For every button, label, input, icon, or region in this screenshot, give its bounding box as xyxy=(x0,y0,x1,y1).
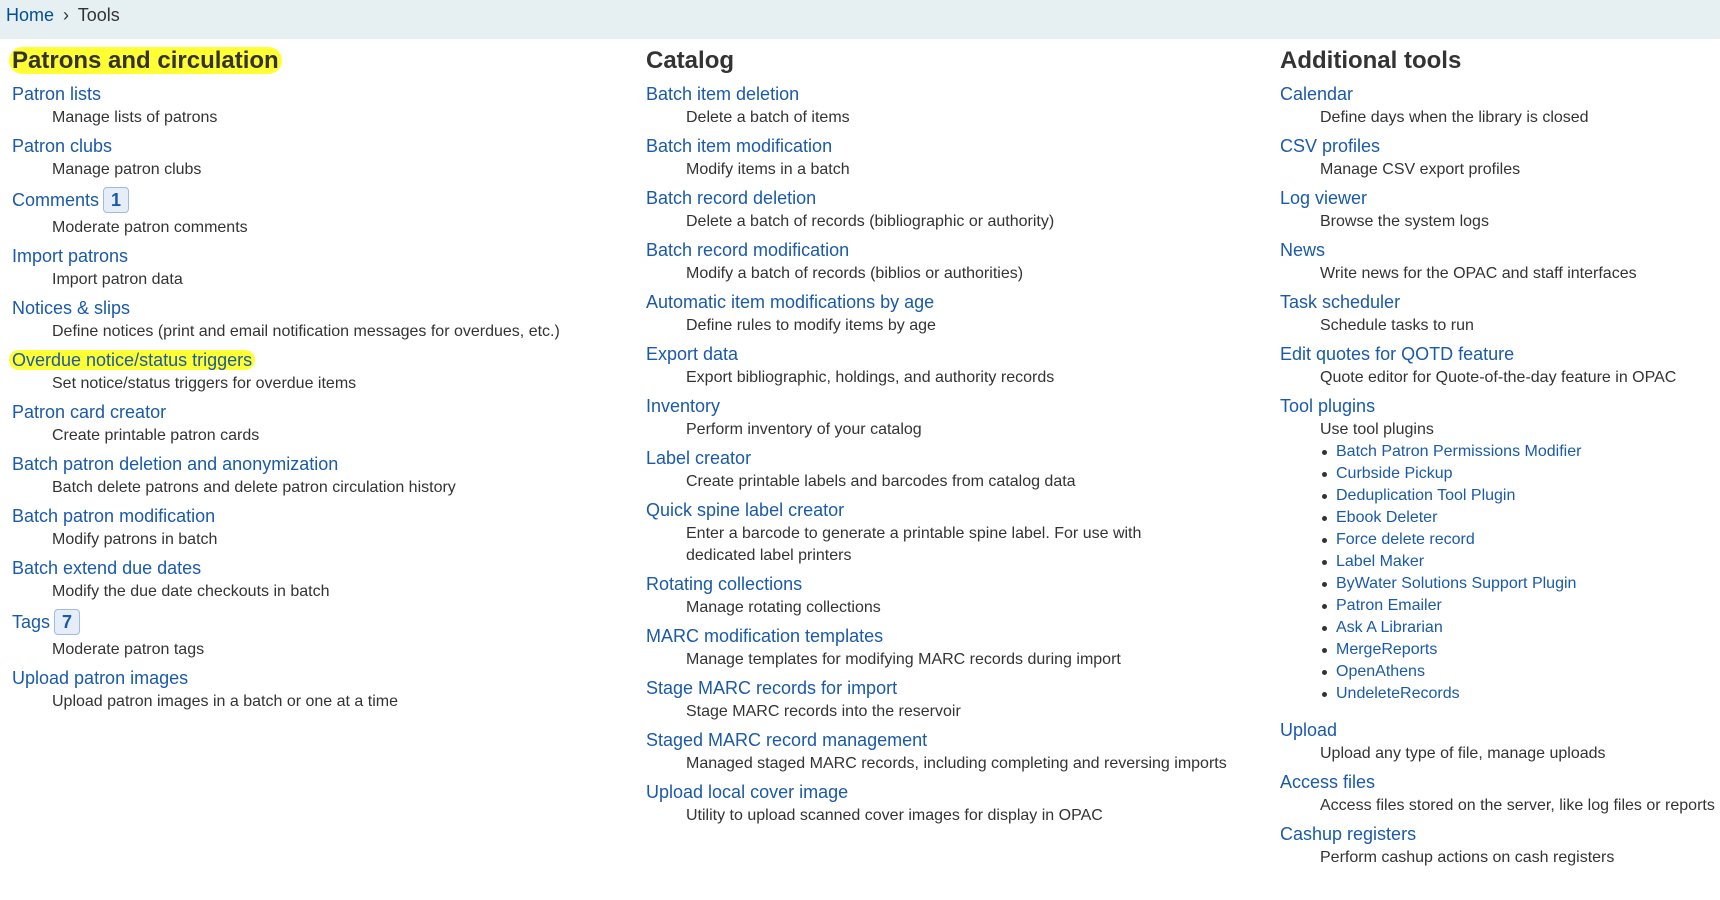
tool-link-patron-lists[interactable]: Patron lists xyxy=(12,84,102,104)
tool-link-batch-record-modification[interactable]: Batch record modification xyxy=(646,240,850,260)
breadcrumb-separator: › xyxy=(63,5,70,25)
catalog-column xyxy=(646,44,1280,873)
tool-desc: Batch delete patrons and delete patron circulation history xyxy=(52,479,456,496)
tool-link-import-patrons[interactable]: Import patrons xyxy=(12,246,129,266)
list-item xyxy=(1336,595,1720,617)
tool-desc: Utility to upload scanned cover images for display in OPAC xyxy=(686,807,1103,824)
tool-desc: Manage templates for modifying MARC records during import xyxy=(686,651,1121,668)
tool-desc: Define notices (print and email notification messages for overdues, etc.) xyxy=(52,323,560,340)
plugin-link[interactable]: Ask A Librarian xyxy=(1336,619,1443,636)
tool-desc: Moderate patron tags xyxy=(52,641,205,658)
list-item xyxy=(1336,573,1720,595)
list-item xyxy=(1336,507,1720,529)
plugin-link[interactable]: Patron Emailer xyxy=(1336,597,1442,614)
tool-link-upload[interactable]: Upload xyxy=(1280,720,1338,740)
tags-count-badge[interactable]: 7 xyxy=(54,609,80,635)
tool-desc: Manage lists of patrons xyxy=(52,109,218,126)
tool-desc: Define rules to modify items by age xyxy=(686,317,936,334)
tool-desc: Manage CSV export profiles xyxy=(1320,161,1521,178)
tool-desc: Create printable patron cards xyxy=(52,427,260,444)
breadcrumb-current: Tools xyxy=(77,5,120,25)
tool-link-batch-patron-deletion[interactable]: Batch patron deletion and anonymization xyxy=(12,454,339,474)
tool-desc: Stage MARC records into the reservoir xyxy=(686,703,961,720)
list-item xyxy=(1336,463,1720,485)
plugin-list xyxy=(1320,441,1720,705)
tool-desc: Export bibliographic, holdings, and authority records xyxy=(686,369,1055,386)
tool-link-upload-local-cover-image[interactable]: Upload local cover image xyxy=(646,782,849,802)
comments-count-badge[interactable]: 1 xyxy=(103,187,129,213)
tool-link-patron-clubs[interactable]: Patron clubs xyxy=(12,136,113,156)
list-item xyxy=(1336,441,1720,463)
tool-desc: Moderate patron comments xyxy=(52,219,248,236)
tool-desc: Upload patron images in a batch or one at a time xyxy=(52,693,398,710)
tool-link-news[interactable]: News xyxy=(1280,240,1326,260)
tools-columns xyxy=(0,39,1720,873)
tool-link-quick-spine-label-creator[interactable]: Quick spine label creator xyxy=(646,500,845,520)
tool-desc: Access files stored on the server, like log files or reports xyxy=(1320,797,1715,814)
tool-desc: Write news for the OPAC and staff interfaces xyxy=(1320,265,1637,282)
plugin-link[interactable]: Deduplication Tool Plugin xyxy=(1336,487,1516,504)
plugin-link[interactable]: Label Maker xyxy=(1336,553,1425,570)
tool-link-cashup-registers[interactable]: Cashup registers xyxy=(1280,824,1417,844)
tool-desc: Enter a barcode to generate a printable spine label. For use with dedicated label printers xyxy=(686,525,1142,564)
list-item xyxy=(1336,683,1720,705)
tool-link-rotating-collections[interactable]: Rotating collections xyxy=(646,574,803,594)
plugin-link[interactable]: Batch Patron Permissions Modifier xyxy=(1336,443,1582,460)
tool-desc: Modify a batch of records (biblios or authorities) xyxy=(686,265,1024,282)
tool-link-patron-card-creator[interactable]: Patron card creator xyxy=(12,402,167,422)
tool-desc: Schedule tasks to run xyxy=(1320,317,1474,334)
tool-desc: Managed staged MARC records, including completing and reversing imports xyxy=(686,755,1227,772)
tool-link-access-files[interactable]: Access files xyxy=(1280,772,1376,792)
plugin-link[interactable]: MergeReports xyxy=(1336,641,1438,658)
tool-desc: Modify patrons in batch xyxy=(52,531,218,548)
tool-link-marc-modification-templates[interactable]: MARC modification templates xyxy=(646,626,884,646)
list-item xyxy=(1336,617,1720,639)
tool-link-log-viewer[interactable]: Log viewer xyxy=(1280,188,1368,208)
tool-link-notices-slips[interactable]: Notices & slips xyxy=(12,298,131,318)
list-item xyxy=(1336,551,1720,573)
tool-desc: Create printable labels and barcodes from catalog data xyxy=(686,473,1076,490)
tool-link-upload-patron-images[interactable]: Upload patron images xyxy=(12,668,189,688)
tool-desc: Browse the system logs xyxy=(1320,213,1489,230)
plugin-link[interactable]: Ebook Deleter xyxy=(1336,509,1438,526)
tool-link-tags[interactable]: Tags xyxy=(12,612,51,632)
tool-link-export-data[interactable]: Export data xyxy=(646,344,739,364)
plugin-link[interactable]: UndeleteRecords xyxy=(1336,685,1460,702)
breadcrumb xyxy=(0,0,1720,39)
tool-link-edit-quotes[interactable]: Edit quotes for QOTD feature xyxy=(1280,344,1515,364)
additional-tools-column xyxy=(1280,44,1720,873)
list-item xyxy=(1336,661,1720,683)
tool-link-task-scheduler[interactable]: Task scheduler xyxy=(1280,292,1401,312)
tool-desc: Manage rotating collections xyxy=(686,599,881,616)
tool-desc: Set notice/status triggers for overdue items xyxy=(52,375,357,392)
patrons-circulation-column xyxy=(12,44,646,873)
section-title-catalog: Catalog xyxy=(646,47,735,74)
tool-link-batch-extend-due-dates[interactable]: Batch extend due dates xyxy=(12,558,202,578)
tool-desc: Upload any type of file, manage uploads xyxy=(1320,745,1606,762)
list-item xyxy=(1336,485,1720,507)
tool-link-batch-record-deletion[interactable]: Batch record deletion xyxy=(646,188,817,208)
tool-desc: Define days when the library is closed xyxy=(1320,109,1589,126)
tool-link-csv-profiles[interactable]: CSV profiles xyxy=(1280,136,1381,156)
tool-desc xyxy=(1320,419,1720,705)
tool-desc: Delete a batch of records (bibliographic or authority) xyxy=(686,213,1055,230)
list-item xyxy=(1336,639,1720,661)
plugin-link[interactable]: ByWater Solutions Support Plugin xyxy=(1336,575,1577,592)
tool-link-inventory[interactable]: Inventory xyxy=(646,396,721,416)
section-title-patrons-circulation: Patrons and circulation xyxy=(12,46,282,75)
tool-plugins-desc: Use tool plugins xyxy=(1320,421,1434,438)
list-item xyxy=(1336,529,1720,551)
tool-link-batch-item-modification[interactable]: Batch item modification xyxy=(646,136,833,156)
tool-desc: Modify items in a batch xyxy=(686,161,850,178)
tool-desc: Modify the due date checkouts in batch xyxy=(52,583,330,600)
tool-desc: Import patron data xyxy=(52,271,183,288)
tool-link-stage-marc-records[interactable]: Stage MARC records for import xyxy=(646,678,898,698)
tool-link-overdue-triggers[interactable]: Overdue notice/status triggers xyxy=(9,350,255,370)
breadcrumb-home-link[interactable]: Home xyxy=(6,5,55,25)
plugin-link[interactable]: OpenAthens xyxy=(1336,663,1425,680)
tool-link-staged-marc-management[interactable]: Staged MARC record management xyxy=(646,730,928,750)
tool-link-comments[interactable]: Comments xyxy=(12,190,100,210)
plugin-link[interactable]: Curbside Pickup xyxy=(1336,465,1453,482)
tool-desc: Delete a batch of items xyxy=(686,109,850,126)
tool-link-batch-patron-modification[interactable]: Batch patron modification xyxy=(12,506,216,526)
tool-desc: Quote editor for Quote-of-the-day feature in OPAC xyxy=(1320,369,1677,386)
tool-desc: Perform inventory of your catalog xyxy=(686,421,922,438)
tool-link-calendar[interactable]: Calendar xyxy=(1280,84,1354,104)
tool-link-label-creator[interactable]: Label creator xyxy=(646,448,752,468)
tool-desc: Manage patron clubs xyxy=(52,161,202,178)
tool-link-automatic-item-modifications[interactable]: Automatic item modifications by age xyxy=(646,292,935,312)
section-title-additional-tools: Additional tools xyxy=(1280,47,1462,74)
tool-desc: Perform cashup actions on cash registers xyxy=(1320,849,1615,866)
tool-link-tool-plugins[interactable]: Tool plugins xyxy=(1280,396,1376,416)
plugin-link[interactable]: Force delete record xyxy=(1336,531,1475,548)
tool-link-batch-item-deletion[interactable]: Batch item deletion xyxy=(646,84,800,104)
